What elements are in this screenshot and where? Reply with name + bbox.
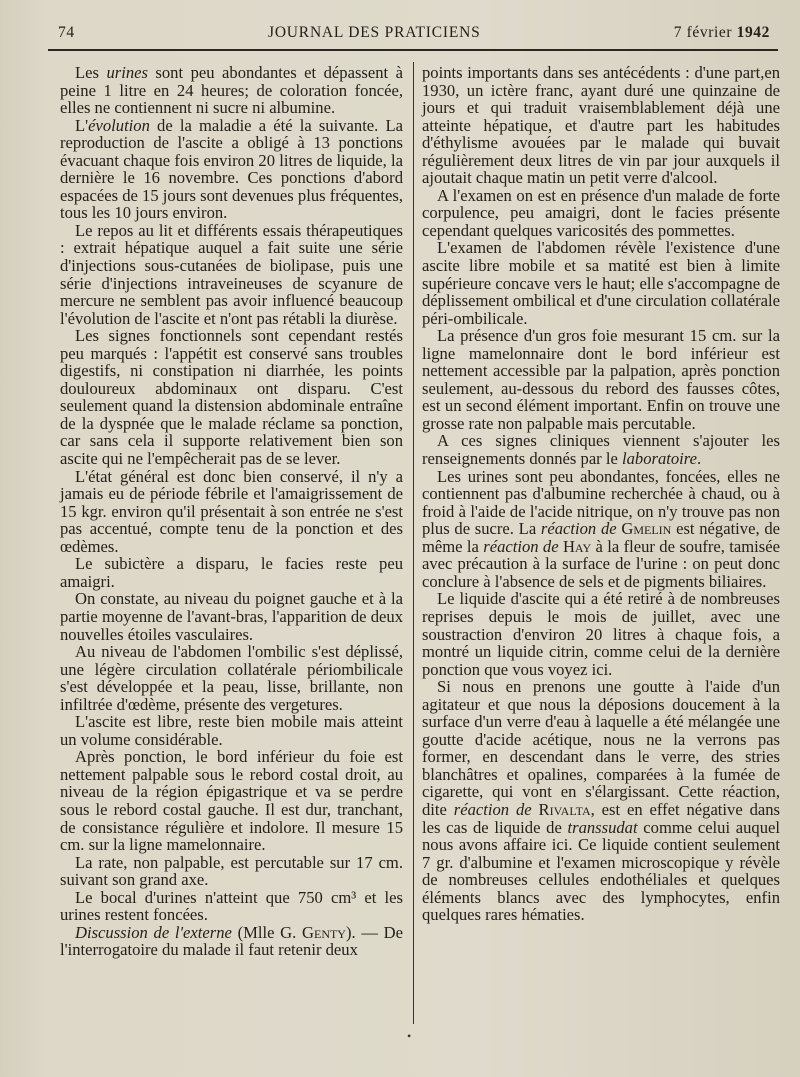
issue-date: 7 février 1942	[673, 24, 770, 41]
page-header	[58, 20, 770, 46]
paragraph-l5: L'état général est donc bien conservé, il n'y a jamais eu de période fébrile et l'amaigrissement de 15 kgr. environ qu'il présentait à son entrée ne s'est pas accentué, compte tenu de la ponction et des œdèmes.	[60, 466, 403, 556]
paragraph-r7: Le liquide d'ascite qui a été retiré à de nombreuses reprises depuis le mois de juillet, avec une soustraction d'environ 20 litres à chaque fois, a montré un liquide citrin, comme celui de la dernière ponction que vous voyez ici.	[422, 589, 780, 679]
paragraph-l1: Les urines sont peu abondantes et dépassent à peine 1 litre en 24 heures; de coloration foncée, elles ne contiennent ni sucre ni albumine.	[60, 63, 403, 118]
paragraph-r8: Si nous en prenons une goutte à l'aide d'un agitateur et que nous la déposions doucement à la surface d'un verre d'eau à laquelle a été mélangée une goutte d'acide acétique, nous ne la verrons pas former, en descendant dans le verre, des stries blanchâtres et opalines, comparées à la fumée de cigarette, qui vont en s'élargissant. Cette réaction, dite réaction de Rivalta, est en effet négative dans les cas de liquide de transsudat comme celui auquel nous avons affaire ici. Ce liquide contient seulement 7 gr. d'albumine et l'examen microscopique y révèle de nombreuses cellules endothéliales et quelques éléments blancs avec des lymphocytes, enfin quelques rares hématies.	[422, 677, 780, 925]
paragraph-l2: L'évolution de la maladie a été la suivante. La reproduction de l'ascite a obligé à 13 ponctions évacuant chaque fois environ 20 litres de liquide, la dernière le 16 novembre. Ces ponctions d'abord espacées de 15 jours sont devenues plus fréquentes, tous les 10 jours environ.	[60, 115, 403, 223]
column-divider	[413, 62, 414, 1024]
paragraph-l9: L'ascite est libre, reste bien mobile mais atteint un volume considérable.	[60, 712, 403, 749]
journal-title: JOURNAL DES PRATICIENS	[267, 24, 481, 41]
paragraph-l6: Le subictère a disparu, le facies reste peu amaigri.	[60, 554, 403, 591]
paragraph-r5: A ces signes cliniques viennent s'ajouter les renseignements donnés par le laboratoire.	[422, 431, 780, 469]
page-number: 74	[58, 24, 75, 41]
header-rule	[48, 49, 778, 51]
paragraph-l7: On constate, au niveau du poignet gauche et à la partie moyenne de l'avant-bras, l'apparition de deux nouvelles étoiles vasculaires.	[60, 589, 403, 644]
paragraph-l4: Les signes fonctionnels sont cependant restés peu marqués : l'appétit est conservé sans troubles digestifs, ni constipation ni diarrhée, les points douloureux abdominaux ont disparu. C'est seulement quand la distension abdominale entraîne de la dyspnée que le malade réclame sa ponction, car sans cela il supporte relativement bien son ascite qui ne l'empêcherait pas de se lever.	[60, 326, 403, 469]
paragraph-r1: points importants dans ses antécédents : d'une part,en 1930, un ictère franc, ayant duré une quinzaine de jours et qui traduit vraisemblablement déjà une atteinte hépatique, et d'autre part les habitudes d'éthylisme avouées par le malade qui buvait régulièrement deux litres de vin par jour auxquels il ajoutait chaque matin un petit verre d'alcool.	[422, 63, 780, 188]
paragraph-r2: A l'examen on est en présence d'un malade de forte corpulence, peu amaigri, dont le facies présente cependant quelques varicosités des pommettes.	[422, 185, 780, 240]
paragraph-l13: Discussion de l'externe (Mlle G. Genty). — De l'interrogatoire du malade il faut retenir deux	[60, 922, 404, 960]
paragraph-r3: L'examen de l'abdomen révèle l'existence d'une ascite libre mobile et sa matité est bien à limite supérieure concave vers le haut; elle s'accompagne de déplissement ombilical et d'une circulation collatérale péri-ombilicale.	[422, 238, 780, 328]
paragraph-r4: La présence d'un gros foie mesurant 15 cm. sur la ligne mamelonnaire dont le bord inférieur est nettement accessible par la palpation, après ponction seulement, au-dessous du rebord des fausses côtes, est un second élément important. Enfin on trouve une grosse rate non palpable mais percutable.	[422, 326, 780, 433]
paragraph-r6: Les urines sont peu abondantes, foncées, elles ne contiennent pas d'albumine recherchée à chaud, ou à froid à l'aide de l'acide nitrique, on n'y trouve pas non plus de sucre. La réaction de Gmelin est négative, de même la réaction de Hay à la fleur de soufre, tamisée avec précaution à la surface de l'urine : on peut donc conclure à l'absence de sels et de pigments biliaires.	[422, 466, 780, 591]
paragraph-l12: Le bocal d'urines n'atteint que 750 cm³ et les urines restent foncées.	[60, 887, 403, 925]
right-column	[422, 64, 780, 924]
paragraph-l10: Après ponction, le bord inférieur du foie est nettement palpable sous le rebord costal droit, au niveau de la région épigastrique et va se perdre sous le rebord costal gauche. Il est dur, tranchant, de consistance régulière et indolore. Il mesure 15 cm. sur la ligne mamelonnaire.	[60, 747, 403, 855]
footer-dot: •	[407, 1029, 412, 1043]
paragraph-l11: La rate, non palpable, est percutable sur 17 cm. suivant son grand axe.	[60, 852, 403, 890]
left-column	[60, 64, 403, 959]
paragraph-l8: Au niveau de l'abdomen l'ombilic s'est déplissé, une légère circulation collatérale périombilicale s'est développée et la peau, lisse, brillante, non infiltrée d'œdème, présente des vergetures.	[60, 642, 403, 714]
paragraph-l3: Le repos au lit et différents essais thérapeutiques : extrait hépatique auquel a fait suite une série d'injections sous-cutanées de biolipase, puis une série d'injections intraveineuses de scyanure de mercure ne semblent pas avoir influencé beaucoup l'évolution de l'ascite et n'ont pas rétabli la diurèse.	[60, 220, 403, 328]
